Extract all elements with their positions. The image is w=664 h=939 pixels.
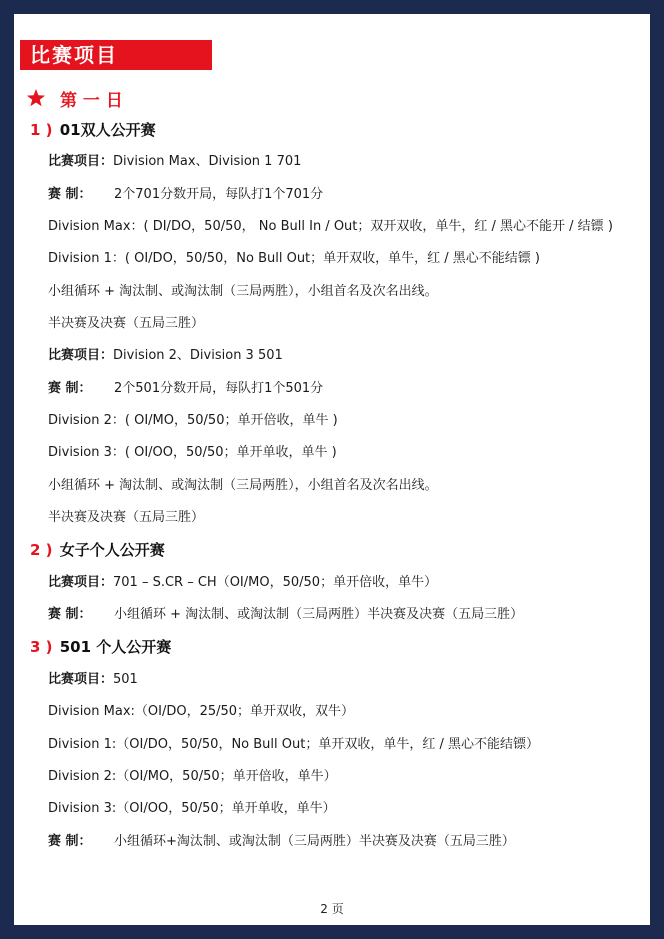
day-title: 第 一 日: [60, 90, 123, 111]
rule-line: [48, 605, 523, 625]
rule-line: [48, 379, 323, 399]
final-line: 半决赛及决赛（五局三胜）: [48, 510, 205, 525]
rule-value: 2个701分数开局，每队打1个701分: [114, 187, 324, 202]
final-line: 半决赛及决赛（五局三胜）: [48, 316, 205, 331]
rule-line: [48, 185, 323, 205]
division-line: Division 2：( OI/MO，50/50；单开倍收，单牛 ): [48, 413, 338, 428]
division-line: Division 1:（OI/DO，50/50，No Bull Out；单开双收，单牛，红 / 黑心不能结镖）: [48, 737, 539, 752]
page-number: 2 页: [320, 902, 344, 916]
item-value: 701 – S.CR – CH（OI/MO，50/50；单开倍收，单牛）: [113, 575, 438, 590]
item-label: 比赛项目：: [48, 348, 114, 363]
division-line: Division Max：( DI/DO，50/50， No Bull In / Out；双开双收，单牛，红 / 黑心不能开 / 结镖 ): [48, 219, 613, 234]
section-heading-1: [30, 119, 156, 141]
rule-value: 小组循环 + 淘汰制、或淘汰制（三局两胜）半决赛及决赛（五局三胜）: [114, 607, 524, 622]
section-number: 3 ): [30, 638, 53, 656]
format-line: 小组循环 + 淘汰制、或淘汰制（三局两胜），小组首名及次名出线。: [48, 284, 438, 299]
section-title: 01双人公开赛: [59, 121, 156, 139]
division-line: Division Max:（OI/DO，25/50；单开双收，双牛）: [48, 704, 355, 719]
section-heading-3: [30, 636, 171, 658]
division-line: Division 3：( OI/OO，50/50；单开单收，单牛 ): [48, 445, 337, 460]
rule-label: 赛 制：: [48, 381, 92, 396]
title-banner: 比赛项目: [20, 40, 212, 70]
event-item-line: [48, 573, 437, 593]
rule-label: 赛 制：: [48, 834, 92, 849]
event-item-line: [48, 152, 301, 172]
rule-label: 赛 制：: [48, 607, 92, 622]
document-page: [14, 14, 650, 925]
section-number: 1 ): [30, 121, 53, 139]
event-item-line: [48, 670, 138, 690]
section-title: 501 个人公开赛: [59, 638, 172, 656]
format-line: 小组循环 + 淘汰制、或淘汰制（三局两胜），小组首名及次名出线。: [48, 478, 438, 493]
rule-line: [48, 832, 515, 852]
item-label: 比赛项目：: [48, 154, 114, 169]
item-value: 501: [113, 672, 138, 687]
division-line: Division 1：( OI/DO，50/50，No Bull Out；单开双收，单牛，红 / 黑心不能结镖 ): [48, 251, 541, 266]
rule-value: 小组循环+淘汰制、或淘汰制（三局两胜）半决赛及决赛（五局三胜）: [114, 834, 515, 849]
star-icon: [26, 88, 46, 108]
section-heading-2: [30, 539, 165, 561]
day-heading: [26, 86, 123, 110]
item-value: Division Max、Division 1 701: [113, 154, 302, 169]
rule-label: 赛 制：: [48, 187, 92, 202]
section-number: 2 ): [30, 541, 53, 559]
item-label: 比赛项目：: [48, 575, 114, 590]
rule-value: 2个501分数开局，每队打1个501分: [114, 381, 324, 396]
division-line: Division 2:（OI/MO，50/50；单开倍收，单牛）: [48, 769, 337, 784]
item-value: Division 2、Division 3 501: [113, 348, 283, 363]
item-label: 比赛项目：: [48, 672, 114, 687]
division-line: Division 3:（OI/OO，50/50；单开单收，单牛）: [48, 801, 336, 816]
section-title: 女子个人公开赛: [59, 541, 165, 559]
event-item-line: [48, 346, 283, 366]
